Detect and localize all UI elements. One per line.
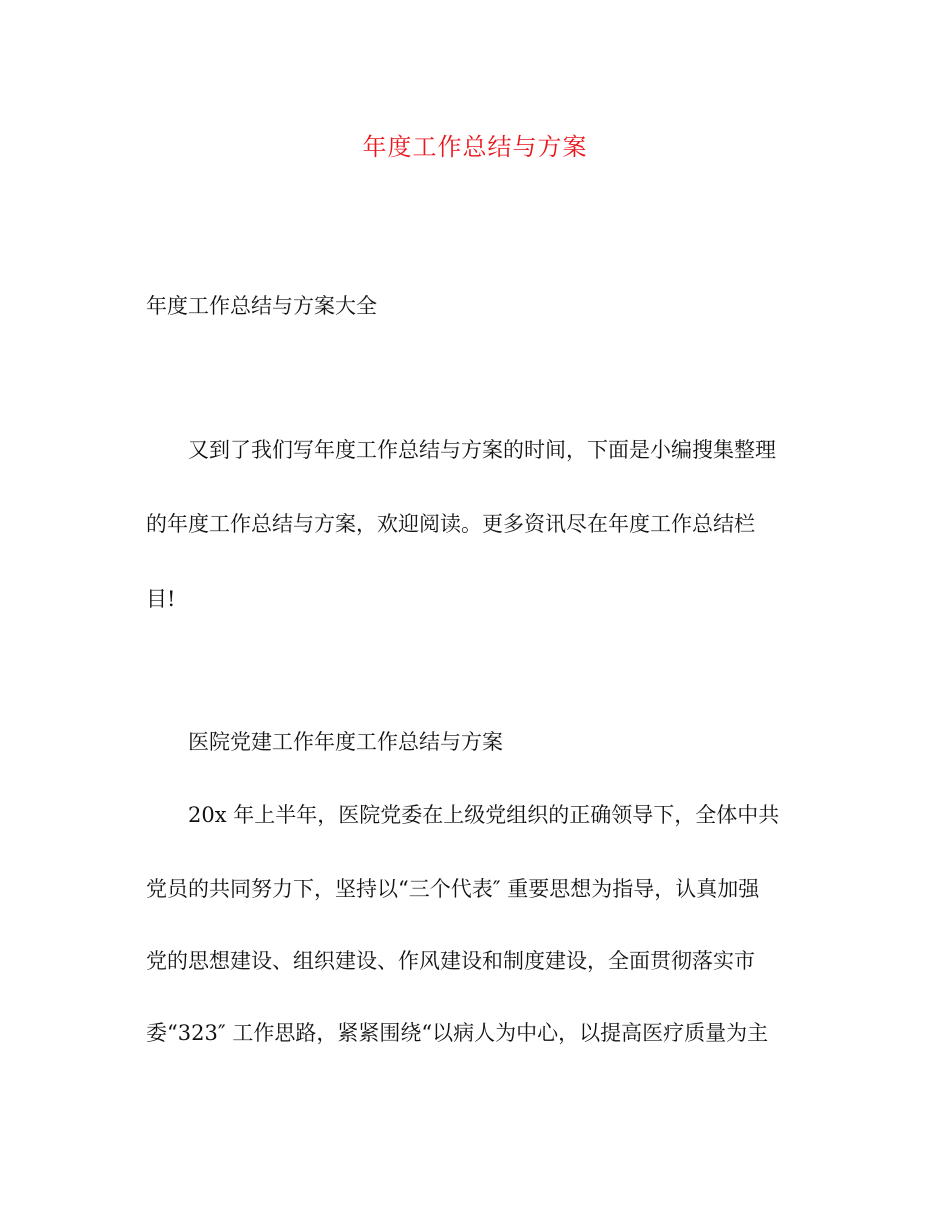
body-line-4: 委“323″ 工作思路，紧紧围绕“以病人为中心，以提高医疗质量为主	[146, 1021, 769, 1045]
intro-line-1: 又到了我们写年度工作总结与方案的时间，下面是小编搜集整理	[188, 438, 776, 462]
intro-line-3: 目!	[146, 587, 176, 611]
intro-line-2: 的年度工作总结与方案，欢迎阅读。更多资讯尽在年度工作总结栏	[146, 512, 755, 536]
section-heading: 医院党建工作年度工作总结与方案	[188, 730, 503, 754]
body-line-2: 党员的共同努力下，坚持以“三个代表″ 重要思想为指导，认真加强	[146, 877, 760, 901]
body-line-1: 20x 年上半年，医院党委在上级党组织的正确领导下，全体中共	[188, 803, 780, 827]
document-subtitle: 年度工作总结与方案大全	[146, 294, 377, 318]
document-title: 年度工作总结与方案	[362, 133, 588, 161]
body-line-3: 党的思想建设、组织建设、作风建设和制度建设，全面贯彻落实市	[146, 949, 755, 973]
